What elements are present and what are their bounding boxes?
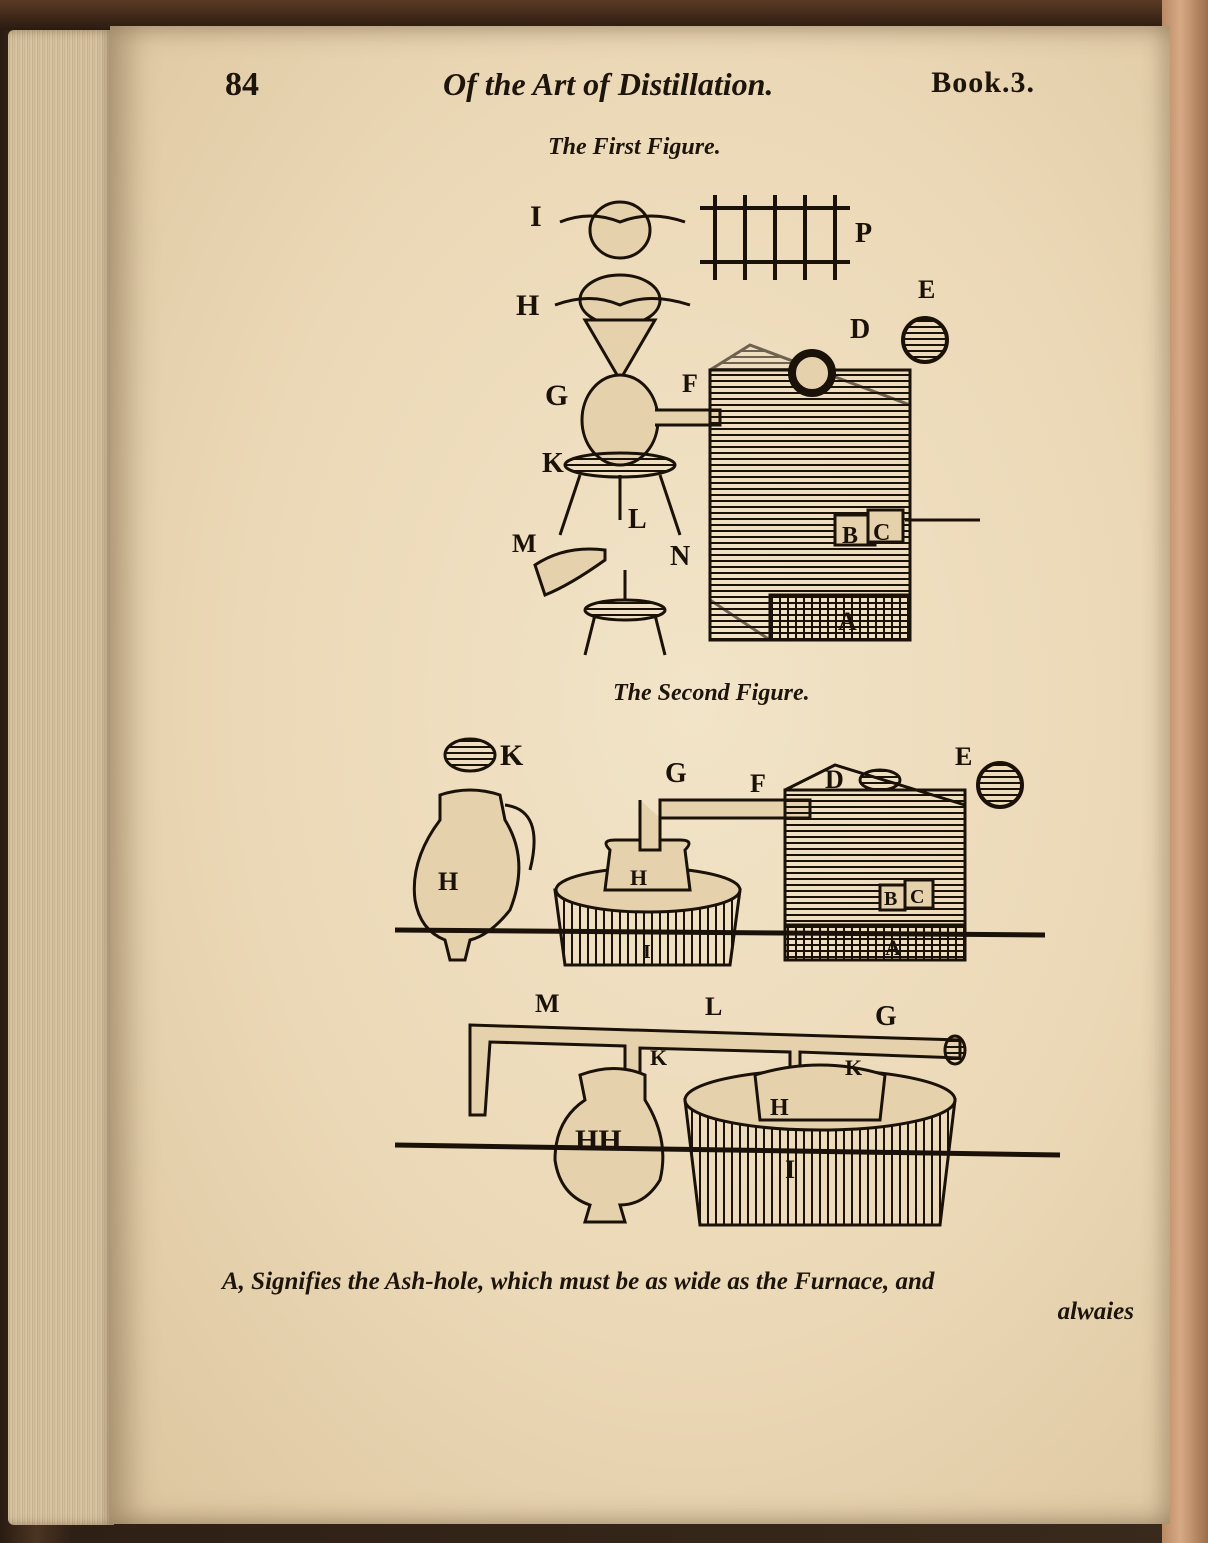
book-label: Book.3. xyxy=(931,66,1035,99)
running-title: Of the Art of Distillation. xyxy=(443,66,774,102)
svg-text:D: D xyxy=(850,314,871,345)
svg-text:H: H xyxy=(516,289,540,322)
svg-text:K: K xyxy=(845,1055,863,1080)
first-figure-title: The First Figure. xyxy=(548,134,721,160)
svg-text:C: C xyxy=(873,520,891,546)
svg-text:G: G xyxy=(875,1001,897,1032)
second-figure-title: The Second Figure. xyxy=(613,680,810,706)
svg-text:A: A xyxy=(838,607,857,636)
svg-text:H: H xyxy=(438,867,459,896)
caption-line-1: A, Signifies the Ash-hole, which must be as wide as the Furnace, and xyxy=(222,1268,935,1295)
svg-text:M: M xyxy=(535,989,560,1018)
page-number: 84 xyxy=(225,66,259,103)
svg-text:P: P xyxy=(855,218,873,249)
svg-text:I: I xyxy=(530,200,542,233)
svg-text:C: C xyxy=(910,886,925,908)
svg-text:D: D xyxy=(825,765,844,794)
svg-text:E: E xyxy=(955,742,973,771)
svg-text:I: I xyxy=(785,1155,796,1184)
svg-text:H: H xyxy=(630,865,648,890)
svg-text:A: A xyxy=(885,935,901,960)
svg-text:K: K xyxy=(500,739,524,772)
svg-text:M: M xyxy=(512,529,537,558)
svg-text:L: L xyxy=(628,504,647,535)
svg-text:G: G xyxy=(545,379,569,412)
svg-text:F: F xyxy=(750,769,766,798)
second-figure xyxy=(395,739,1060,1225)
svg-text:H: H xyxy=(770,1095,789,1121)
svg-text:K: K xyxy=(542,448,564,479)
svg-text:B: B xyxy=(842,523,859,549)
svg-text:K: K xyxy=(650,1045,668,1070)
svg-text:I: I xyxy=(643,941,651,963)
svg-text:B: B xyxy=(884,888,898,910)
caption xyxy=(222,1267,1134,1327)
svg-text:E: E xyxy=(918,275,936,304)
svg-text:N: N xyxy=(670,541,691,572)
first-figure xyxy=(535,195,980,655)
caption-line-2: alwaies xyxy=(1057,1298,1134,1325)
svg-text:G: G xyxy=(665,758,687,789)
svg-text:F: F xyxy=(682,369,698,398)
svg-text:L: L xyxy=(705,992,723,1021)
svg-text:HH: HH xyxy=(575,1124,622,1157)
